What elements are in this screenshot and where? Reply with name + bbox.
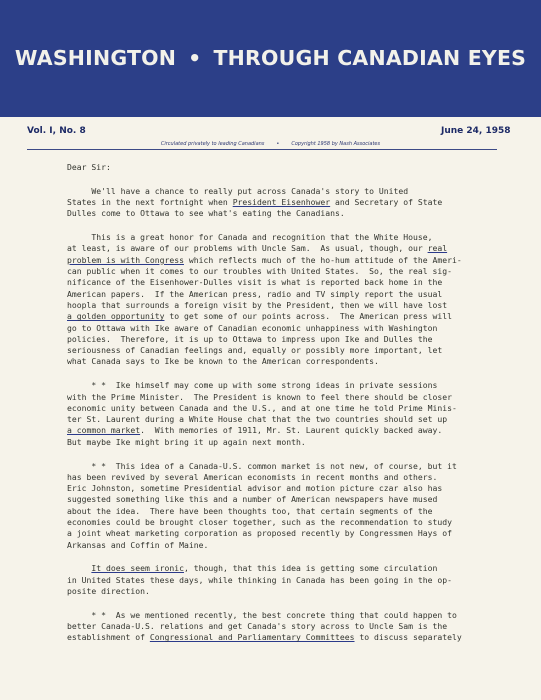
letter-line (67, 632, 512, 643)
letter-line: economic unity between Canada and the U.S., and at one time he told Prime Minis- (67, 402, 457, 413)
letter-line: We'll have a chance to really put across Canada's story to United (67, 185, 409, 196)
masthead-left-title: WASHINGTON (14, 46, 177, 70)
letter-line: in United States these days, while thinking in Canada has been going in the op- (67, 574, 452, 585)
paragraph-5 (67, 563, 512, 597)
issue-volume: Vol. I, No. 8 (27, 126, 86, 136)
letter-line (67, 311, 512, 322)
paragraph-gap (67, 551, 512, 564)
underlined-phrase: a golden opportunity (67, 311, 165, 322)
letter-line: This is a great honor for Canada and recognition that the White House, (67, 232, 433, 243)
letter-line: * * Ike himself may come up with some strong ideas in private sessions (67, 380, 438, 391)
text-run: to get some of our points across. The American press will (164, 311, 452, 322)
letter-line: * * As we mentioned recently, the best concrete thing that could happen to (67, 609, 457, 620)
paragraph-gap (67, 597, 512, 610)
letter-line: can public when it comes to our troubles with United States. So, the real sig- (67, 266, 452, 277)
letter-line: seriousness of Canadian feelings and, equally or possibly more important, let (67, 345, 443, 356)
letter-line: nificance of the Eisenhower-Dulles visit is what is reported back home in the (67, 277, 443, 288)
letter-line: better Canada-U.S. relations and get Canada's story across to Uncle Sam is the (67, 621, 448, 632)
letter-line: has been revived by several American economists in recent months and others. (67, 471, 438, 482)
masthead-separator: • (188, 46, 202, 70)
letter-line: policies. Therefore, it is up to Ottawa to impress upon Ike and Dulles the (67, 333, 433, 344)
letter-line: what Canada says to Ike be known to the American correspondents. (67, 356, 379, 367)
masthead-right-title: THROUGH CANADIAN EYES (213, 46, 527, 70)
letter-line: But maybe Ike might bring it up again next month. (67, 436, 306, 447)
paragraph-gap (67, 173, 512, 186)
paragraph-4 (67, 461, 512, 551)
letter-line: about the idea. There have been thoughts too, that certain segments of the (67, 505, 433, 516)
circulation-line (0, 141, 541, 147)
underlined-phrase: It does seem ironic (91, 563, 184, 574)
text-run: , though, that this idea is getting some circulation (183, 563, 438, 574)
paragraph-gap (67, 368, 512, 381)
text-run: and Secretary of State (330, 197, 443, 208)
letter-line: Eric Johnston, sometime Presidential advisor and motion picture czar also has (67, 483, 443, 494)
letter-line: posite direction. (67, 586, 150, 596)
letter-line (67, 243, 512, 254)
letter-line: hoopla that surrounds a foreign visit by the President, then we will have lost (67, 299, 448, 310)
letter-line: with the Prime Minister. The President is known to feel there should be closer (67, 391, 452, 402)
paragraph-6 (67, 610, 512, 644)
underlined-phrase: problem is with Congress (67, 254, 184, 265)
text-run: which reflects much of the ho-hum attitude of the Ameri- (183, 254, 462, 265)
text-run: to discuss separately (354, 632, 462, 643)
letter-line: * * This idea of a Canada-U.S. common market is not new, of course, but it (67, 460, 457, 471)
letter-line: Dulles come to Ottawa to see what's eating the Canadians. (67, 208, 345, 219)
underlined-phrase: President Eisenhower (232, 197, 331, 208)
paragraph-2 (67, 232, 512, 368)
salutation: Dear Sir: (67, 162, 111, 172)
text-run (67, 563, 91, 573)
underlined-phrase: a common market (67, 425, 141, 436)
paragraph-1 (67, 186, 512, 220)
paragraph-gap (67, 220, 512, 233)
issue-date: June 24, 1958 (441, 126, 511, 136)
text-run: at least, is aware of our problems with Uncle Sam. As usual, though, our (67, 243, 428, 254)
circulation-note: Circulated privately to leading Canadians (160, 141, 265, 147)
letter-line (67, 425, 512, 436)
header-divider (27, 149, 497, 150)
letter-line: Arkansas and Coffin of Maine. (67, 539, 209, 550)
paragraph-3 (67, 380, 512, 448)
underlined-phrase: Congressional and Parliamentary Committees (149, 632, 355, 643)
text-run: States in the next fortnight when (67, 197, 233, 208)
letter-line: American papers. If the American press, radio and TV simply report the usual (67, 288, 443, 299)
letter-line (67, 563, 512, 574)
circulation-bullet: • (276, 141, 280, 147)
letter-line: a joint wheat marketing corporation as proposed recently by Congressmen Hays of (67, 528, 452, 539)
letter-line (67, 255, 512, 266)
paragraph-gap (67, 448, 512, 461)
letter-line: economies could be brought closer together, such as the recommendation to study (67, 517, 452, 528)
letter-body (67, 162, 512, 644)
underlined-phrase: real (427, 243, 448, 254)
text-run: establishment of (67, 632, 150, 643)
letter-line: go to Ottawa with Ike aware of Canadian economic unhappiness with Washington (67, 322, 438, 333)
letter-line: ter St. Laurent during a White House chat that the two countries should set up (67, 414, 448, 425)
masthead-banner (0, 0, 541, 117)
letter-line (67, 197, 512, 208)
text-run: . With memories of 1911, Mr. St. Laurent quickly backed away. (140, 425, 443, 436)
masthead-title (0, 46, 541, 70)
letter-line: suggested something like this and a number of American newspapers have mused (67, 494, 438, 505)
copyright-note: Copyright 1958 by Nash Associates (291, 141, 381, 147)
